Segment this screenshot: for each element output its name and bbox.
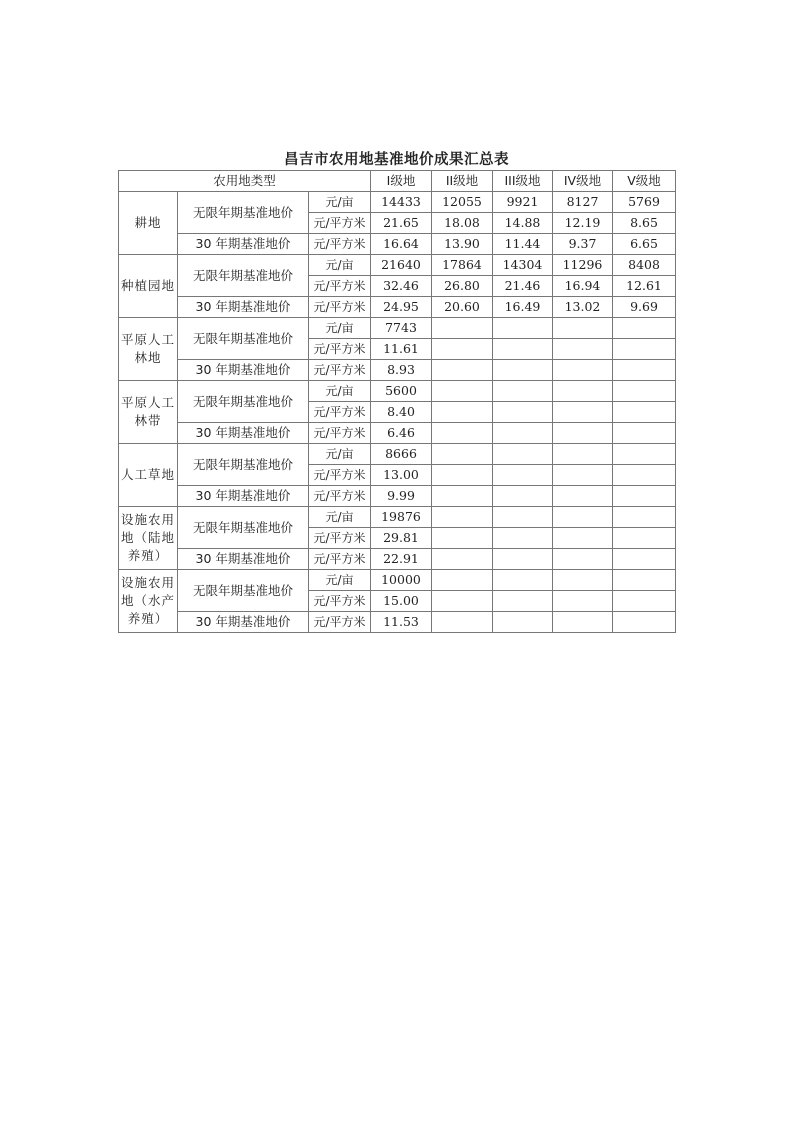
price-type-label: 无限年期基准地价 — [178, 381, 309, 423]
value-cell: 20.60 — [432, 297, 493, 318]
unit-label: 元/平方米 — [309, 402, 371, 423]
value-cell — [553, 549, 613, 570]
value-cell: 5769 — [613, 192, 676, 213]
value-cell — [613, 612, 676, 633]
value-cell — [613, 381, 676, 402]
value-cell — [613, 528, 676, 549]
unit-label: 元/平方米 — [309, 591, 371, 612]
category-label: 种植园地 — [119, 255, 178, 318]
value-cell: 13.02 — [553, 297, 613, 318]
value-cell — [553, 381, 613, 402]
value-cell — [432, 402, 493, 423]
value-cell: 18.08 — [432, 213, 493, 234]
unit-label: 元/平方米 — [309, 276, 371, 297]
value-cell: 6.65 — [613, 234, 676, 255]
table-row — [119, 549, 676, 570]
value-cell — [553, 402, 613, 423]
unit-label: 元/平方米 — [309, 612, 371, 633]
value-cell — [432, 528, 493, 549]
value-cell — [553, 360, 613, 381]
value-cell — [613, 339, 676, 360]
grade-header: III级地 — [493, 171, 553, 192]
value-cell — [553, 444, 613, 465]
price-type-label: 无限年期基准地价 — [178, 255, 309, 297]
price-type-label: 30 年期基准地价 — [178, 360, 309, 381]
unit-label: 元/亩 — [309, 381, 371, 402]
value-cell — [553, 339, 613, 360]
unit-label: 元/平方米 — [309, 213, 371, 234]
unit-label: 元/平方米 — [309, 339, 371, 360]
table-row — [119, 255, 676, 276]
value-cell — [553, 591, 613, 612]
value-cell — [613, 591, 676, 612]
value-cell — [432, 360, 493, 381]
value-cell — [493, 402, 553, 423]
value-cell: 16.94 — [553, 276, 613, 297]
value-cell — [613, 549, 676, 570]
unit-label: 元/平方米 — [309, 423, 371, 444]
value-cell: 8408 — [613, 255, 676, 276]
unit-label: 元/亩 — [309, 255, 371, 276]
value-cell: 32.46 — [371, 276, 432, 297]
price-type-label: 无限年期基准地价 — [178, 444, 309, 486]
table-row — [119, 360, 676, 381]
value-cell — [613, 486, 676, 507]
value-cell: 9921 — [493, 192, 553, 213]
price-type-label: 30 年期基准地价 — [178, 612, 309, 633]
value-cell: 7743 — [371, 318, 432, 339]
value-cell — [432, 486, 493, 507]
value-cell — [553, 612, 613, 633]
value-cell: 11296 — [553, 255, 613, 276]
grade-header: IV级地 — [553, 171, 613, 192]
value-cell: 9.37 — [553, 234, 613, 255]
unit-label: 元/平方米 — [309, 297, 371, 318]
value-cell — [493, 381, 553, 402]
price-type-label: 30 年期基准地价 — [178, 423, 309, 444]
value-cell — [553, 318, 613, 339]
value-cell — [613, 507, 676, 528]
value-cell — [553, 486, 613, 507]
value-cell: 10000 — [371, 570, 432, 591]
value-cell: 21.46 — [493, 276, 553, 297]
category-label: 耕地 — [119, 192, 178, 255]
value-cell — [613, 570, 676, 591]
value-cell: 8.65 — [613, 213, 676, 234]
value-cell — [613, 318, 676, 339]
value-cell — [553, 465, 613, 486]
unit-label: 元/亩 — [309, 507, 371, 528]
value-cell: 12.61 — [613, 276, 676, 297]
value-cell: 17864 — [432, 255, 493, 276]
value-cell — [493, 528, 553, 549]
grade-header: V级地 — [613, 171, 676, 192]
grade-header: II级地 — [432, 171, 493, 192]
value-cell — [493, 570, 553, 591]
category-label: 平原人工林带 — [119, 381, 178, 444]
value-cell — [613, 402, 676, 423]
value-cell: 14.88 — [493, 213, 553, 234]
unit-label: 元/亩 — [309, 318, 371, 339]
value-cell — [493, 444, 553, 465]
value-cell: 19876 — [371, 507, 432, 528]
value-cell: 26.80 — [432, 276, 493, 297]
value-cell — [493, 318, 553, 339]
unit-label: 元/平方米 — [309, 360, 371, 381]
unit-label: 元/亩 — [309, 570, 371, 591]
value-cell: 11.53 — [371, 612, 432, 633]
value-cell — [493, 339, 553, 360]
unit-label: 元/平方米 — [309, 234, 371, 255]
table-row — [119, 507, 676, 528]
unit-label: 元/亩 — [309, 192, 371, 213]
price-type-label: 30 年期基准地价 — [178, 486, 309, 507]
value-cell — [493, 465, 553, 486]
category-label: 设施农用地（水产养殖） — [119, 570, 178, 633]
value-cell — [613, 360, 676, 381]
value-cell: 29.81 — [371, 528, 432, 549]
value-cell — [432, 507, 493, 528]
price-type-label: 无限年期基准地价 — [178, 507, 309, 549]
price-type-label: 30 年期基准地价 — [178, 297, 309, 318]
unit-label: 元/平方米 — [309, 528, 371, 549]
value-cell: 9.69 — [613, 297, 676, 318]
table-row — [119, 192, 676, 213]
price-type-label: 无限年期基准地价 — [178, 318, 309, 360]
table-row — [119, 297, 676, 318]
category-label: 人工草地 — [119, 444, 178, 507]
value-cell: 8.93 — [371, 360, 432, 381]
grade-header: I级地 — [371, 171, 432, 192]
value-cell — [432, 318, 493, 339]
value-cell: 12055 — [432, 192, 493, 213]
value-cell — [432, 570, 493, 591]
category-label: 平原人工林地 — [119, 318, 178, 381]
value-cell: 13.00 — [371, 465, 432, 486]
value-cell: 21.65 — [371, 213, 432, 234]
unit-label: 元/平方米 — [309, 486, 371, 507]
table-row — [119, 381, 676, 402]
value-cell: 11.44 — [493, 234, 553, 255]
value-cell — [432, 465, 493, 486]
value-cell — [553, 423, 613, 444]
value-cell: 11.61 — [371, 339, 432, 360]
value-cell: 5600 — [371, 381, 432, 402]
value-cell: 15.00 — [371, 591, 432, 612]
value-cell — [432, 381, 493, 402]
value-cell: 16.64 — [371, 234, 432, 255]
value-cell: 8.40 — [371, 402, 432, 423]
value-cell: 21640 — [371, 255, 432, 276]
value-cell — [432, 612, 493, 633]
value-cell — [432, 549, 493, 570]
value-cell — [553, 570, 613, 591]
value-cell — [553, 528, 613, 549]
value-cell — [553, 507, 613, 528]
table-row — [119, 486, 676, 507]
value-cell — [432, 423, 493, 444]
value-cell: 14304 — [493, 255, 553, 276]
page-title: 昌吉市农用地基准地价成果汇总表 — [284, 152, 509, 168]
table-row — [119, 318, 676, 339]
category-label: 设施农用地（陆地养殖） — [119, 507, 178, 570]
unit-label: 元/平方米 — [309, 465, 371, 486]
value-cell — [493, 360, 553, 381]
unit-label: 元/亩 — [309, 444, 371, 465]
unit-label: 元/平方米 — [309, 549, 371, 570]
value-cell — [613, 444, 676, 465]
value-cell: 9.99 — [371, 486, 432, 507]
value-cell: 8127 — [553, 192, 613, 213]
value-cell: 14433 — [371, 192, 432, 213]
type-header: 农用地类型 — [119, 171, 371, 192]
value-cell — [493, 486, 553, 507]
value-cell: 13.90 — [432, 234, 493, 255]
table-row — [119, 612, 676, 633]
value-cell: 8666 — [371, 444, 432, 465]
value-cell — [613, 465, 676, 486]
value-cell: 12.19 — [553, 213, 613, 234]
table-row — [119, 423, 676, 444]
price-type-label: 30 年期基准地价 — [178, 549, 309, 570]
value-cell — [493, 507, 553, 528]
value-cell — [493, 423, 553, 444]
price-type-label: 30 年期基准地价 — [178, 234, 309, 255]
table-row — [119, 234, 676, 255]
value-cell — [613, 423, 676, 444]
value-cell — [432, 444, 493, 465]
table-row — [119, 444, 676, 465]
value-cell: 16.49 — [493, 297, 553, 318]
price-type-label: 无限年期基准地价 — [178, 192, 309, 234]
value-cell — [493, 549, 553, 570]
value-cell: 24.95 — [371, 297, 432, 318]
land-price-table — [118, 170, 676, 633]
table-row — [119, 570, 676, 591]
value-cell: 6.46 — [371, 423, 432, 444]
value-cell — [493, 591, 553, 612]
value-cell — [432, 591, 493, 612]
value-cell — [432, 339, 493, 360]
header-row — [119, 171, 676, 192]
value-cell — [493, 612, 553, 633]
value-cell: 22.91 — [371, 549, 432, 570]
price-type-label: 无限年期基准地价 — [178, 570, 309, 612]
